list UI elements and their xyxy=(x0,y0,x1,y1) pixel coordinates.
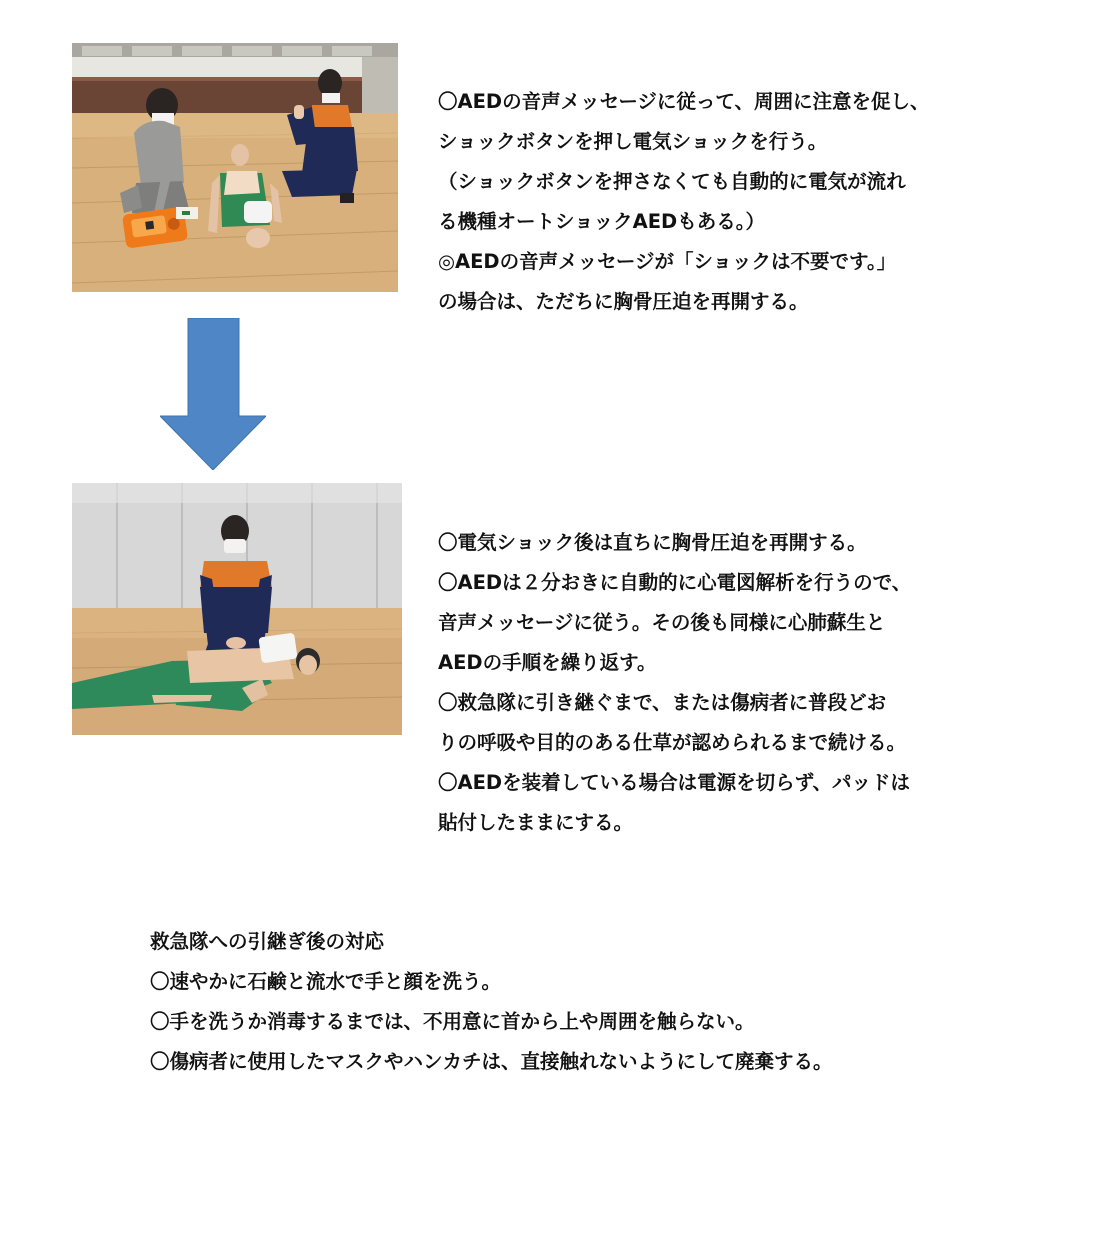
instruction-line: る機種オートショックAEDもある。） xyxy=(438,210,765,233)
section-heading: 救急隊への引継ぎ後の対応 xyxy=(150,930,385,953)
instruction-line: 音声メッセージに従う。その後も同様に心肺蘇生と xyxy=(438,611,886,634)
instruction-line: 〇電気ショック後は直ちに胸骨圧迫を再開する。 xyxy=(438,531,867,554)
instruction-line: ◎AEDの音声メッセージが「ショックは不要です。」 xyxy=(438,250,897,273)
instruction-line: 〇AEDは２分おきに自動的に心電図解析を行うので、 xyxy=(438,571,912,594)
instruction-line: ショックボタンを押し電気ショックを行う。 xyxy=(438,130,828,153)
down-arrow-icon xyxy=(160,318,266,470)
instruction-line: 〇AEDを装着している場合は電源を切らず、パッドは xyxy=(438,771,911,794)
cpr-compression-training-photo xyxy=(72,483,402,735)
instruction-line: 〇速やかに石鹸と流水で手と顔を洗う。 xyxy=(150,970,502,993)
aed-shock-training-photo xyxy=(72,43,398,292)
instruction-line: りの呼吸や目的のある仕草が認められるまで続ける。 xyxy=(438,731,907,754)
aed-shock-instructions xyxy=(438,82,930,322)
instruction-line: AEDの手順を繰り返す。 xyxy=(438,651,657,674)
instruction-line: 〇救急隊に引き継ぐまで、または傷病者に普段どお xyxy=(438,691,887,714)
instruction-line: 〇AEDの音声メッセージに従って、周囲に注意を促し、 xyxy=(438,90,930,113)
instruction-line: （ショックボタンを押さなくても自動的に電気が流れ xyxy=(438,170,906,193)
after-handover-instructions xyxy=(150,922,833,1082)
instruction-line: 〇手を洗うか消毒するまでは、不用意に首から上や周囲を触らない。 xyxy=(150,1010,755,1033)
instruction-line: の場合は、ただちに胸骨圧迫を再開する。 xyxy=(438,290,809,313)
instruction-line: 〇傷病者に使用したマスクやハンカチは、直接触れないようにして廃棄する。 xyxy=(150,1050,833,1073)
post-shock-cpr-instructions xyxy=(438,523,911,843)
instruction-line: 貼付したままにする。 xyxy=(438,811,634,834)
